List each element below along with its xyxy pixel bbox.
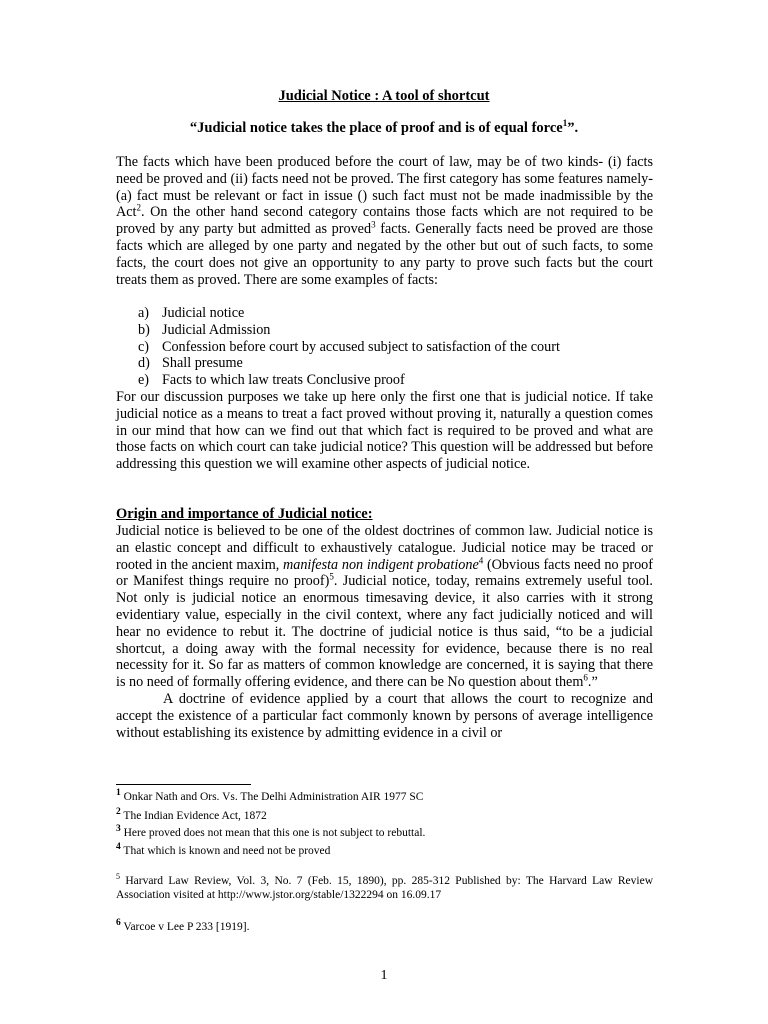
footnote-ref-4: 4: [478, 554, 484, 565]
quote-text: “Judicial notice takes the place of proof and is of equal force: [189, 120, 563, 136]
footnote-number: 3: [116, 824, 121, 835]
origin-section: [116, 523, 653, 741]
footnote-ref-5: 5: [329, 571, 334, 582]
footnote-3: [116, 826, 653, 840]
list-marker: e): [138, 372, 150, 389]
footnote-ref-6: 6: [583, 672, 588, 683]
document-title: Judicial Notice : A tool of shortcut: [278, 88, 490, 104]
list-marker: d): [138, 355, 150, 372]
intro-text-2: . On the other hand second category contains those facts which are not required to be proved by any party but admitted as proved: [116, 204, 653, 238]
footnote-2: [116, 809, 653, 823]
intro-text-3: facts. Generally facts need be proved are those facts which are alleged by one party and negated by the other but out of such facts, to some facts, the court does not give an opportunity to any party to prove such facts but the court treats them as proved. There are some examples of facts:: [116, 221, 653, 288]
latin-maxim: manifesta non indigent probatione: [282, 556, 479, 573]
list-item-text: Facts to which law treats Conclusive proof: [162, 372, 405, 389]
footnote-number: 6: [116, 918, 121, 929]
discussion-paragraph: [116, 389, 653, 473]
list-item-text: Judicial notice: [162, 305, 245, 321]
footnote-text: The Indian Evidence Act, 1872: [123, 810, 267, 822]
footnote-4: [116, 844, 653, 858]
footnote-text: Harvard Law Review, Vol. 3, No. 7 (Feb. 15, 1890), pp. 285-312 Published by: The Harvard Law Review Association visited at http://www.jstor.org/stable/1322294 on 16.09.17: [116, 875, 653, 901]
footnote-5: [116, 874, 653, 902]
origin-paragraph-1: [116, 523, 653, 691]
quote-footnote-ref: 1: [562, 118, 568, 129]
list-item-text: Confession before court by accused subject to satisfaction of the court: [162, 338, 560, 355]
list-marker: c): [138, 338, 150, 355]
footnote-number: 4: [116, 842, 121, 853]
list-item: [138, 355, 638, 372]
discussion-text: For our discussion purposes we take up here only the first one that is judicial notice. If take judicial notice as a means to treat a fact proved without proving it, naturally a question comes in our mind that how can we find out that which fact is required to be proved and what are those facts on which court can take judicial notice? This question will be addressed but before addressing this question we will examine other aspects of judicial notice.: [116, 389, 653, 473]
origin-text-3: . Judicial notice, today, remains extremely useful tool. Not only is judicial notice an enormous timesaving device, it also carries with it strong evidentiary value, especially in the civil context, where any fact judicially noticed and will hear no evidence to rebut it. The doctrine of judicial notice is thus said, “to be a judicial shortcut, a doing away with the formal necessity for evidence, because there is no real necessity for it. So far as matters of common knowledge are concerned, it is saying that there is no need of formally offering evidence, and there can be No question about them: [116, 573, 653, 691]
list-item: [138, 322, 638, 339]
footnote-text: Here proved does not mean that this one is not subject to rebuttal.: [123, 827, 426, 839]
quote-end: ”.: [567, 120, 579, 136]
list-marker: a): [138, 305, 150, 321]
list-item-text: Shall presume: [162, 355, 243, 372]
intro-text-1: The facts which have been produced before the court of law, may be of two kinds- (i) facts need be proved and (ii) facts need not be proved. The first category has some features namely- (a) fact must be relevant or fact in issue () such fact must not be made inadmissible by the Act: [116, 154, 653, 221]
section-heading-origin: Origin and importance of Judicial notice:: [116, 506, 373, 522]
page-number: 1: [380, 968, 388, 983]
footnote-1: [116, 790, 653, 804]
list-item: [138, 372, 638, 389]
list-marker: b): [138, 321, 150, 338]
footnote-separator: [116, 784, 251, 785]
footnote-text: That which is known and need not be proved: [123, 845, 331, 857]
footnote-text: Onkar Nath and Ors. Vs. The Delhi Administration AIR 1977 SC: [123, 791, 424, 803]
intro-paragraph: [116, 154, 653, 288]
epigraph-quote: [0, 120, 768, 137]
origin-text-4: .”: [587, 674, 598, 691]
list-item: [138, 305, 638, 322]
footnote-ref-2: 2: [136, 202, 141, 213]
footnote-ref-3: 3: [371, 219, 376, 230]
examples-list: [138, 305, 638, 389]
origin-paragraph-2: A doctrine of evidence applied by a court that allows the court to recognize and accept the existence of a particular fact commonly known by persons of average intelligence without establishing its existence by admitting evidence in a civil or: [116, 690, 653, 741]
list-item-text: Judicial Admission: [162, 321, 271, 338]
list-item: [138, 339, 638, 356]
footnote-number: 5: [116, 872, 120, 882]
footnote-number: 2: [116, 807, 121, 818]
origin-text-2: (Obvious facts need no proof or Manifest things require no proof): [116, 556, 653, 590]
footnote-6: [116, 920, 653, 934]
origin-text-1: Judicial notice is believed to be one of the oldest doctrines of common law. Judicial notice is an elastic concept and difficult to exhaustively catalogue. Judicial notice may be traced or rooted in the ancient maxim,: [116, 523, 653, 573]
footnote-number: 1: [116, 788, 121, 799]
footnote-text: Varcoe v Lee P 233 [1919].: [123, 921, 250, 933]
